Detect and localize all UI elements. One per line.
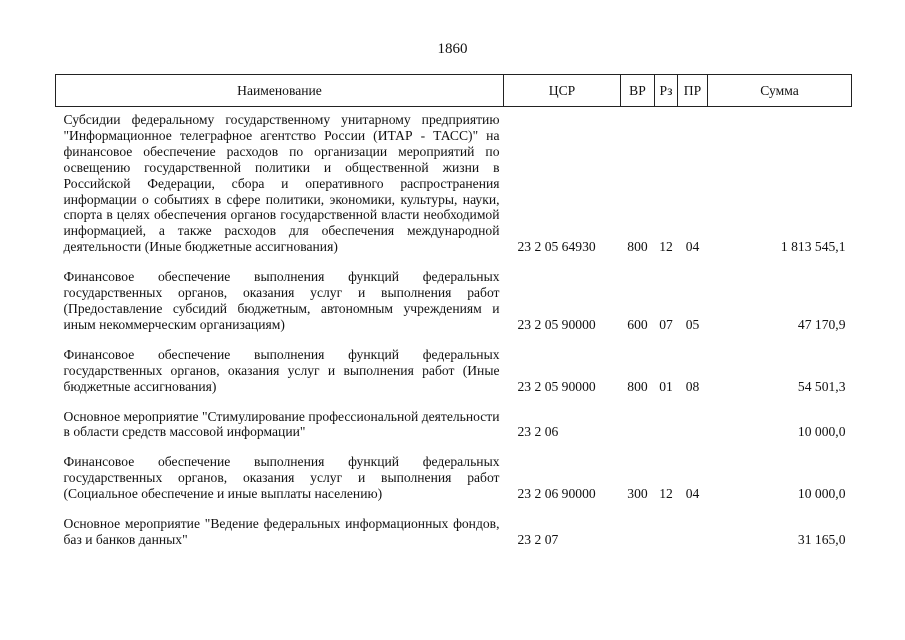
row-rz (655, 516, 678, 548)
row-vr: 800 (627, 378, 648, 394)
row-pr: 04 (685, 486, 700, 502)
table-row (56, 107, 852, 270)
table-row (56, 269, 852, 347)
header-vr: ВР (621, 75, 655, 107)
table-row (56, 347, 852, 409)
table-body (56, 107, 852, 548)
row-sum: 10 000,0 (797, 486, 846, 502)
row-rz: 12 (659, 239, 673, 255)
row-vr: 800 (627, 239, 648, 255)
row-csr: 23 2 05 90000 (517, 378, 596, 394)
row-name: Финансовое обеспечение выполнения функций федеральных государственных органов, оказания услуг и выполнения работ (Предоставление субсидий бюджетным, автономным учреждениям и иным некоммерческим организациям) (63, 269, 500, 332)
row-vr (621, 409, 655, 455)
row-rz: 01 (659, 378, 673, 394)
header-name: Наименование (56, 75, 504, 107)
row-pr (678, 516, 708, 548)
row-sum: 47 170,9 (797, 316, 846, 332)
row-sum: 31 165,0 (797, 531, 846, 547)
row-pr: 04 (685, 239, 700, 255)
row-csr: 23 2 06 (517, 424, 559, 440)
header-rz: Рз (655, 75, 678, 107)
row-rz: 07 (659, 316, 673, 332)
table-row (56, 516, 852, 548)
row-name: Основное мероприятие "Стимулирование профессиональной деятельности в области средств массовой информации" (63, 408, 500, 440)
table-row (56, 409, 852, 455)
row-rz: 12 (659, 486, 673, 502)
row-sum: 54 501,3 (797, 378, 846, 394)
row-name: Финансовое обеспечение выполнения функций федеральных государственных органов, оказания услуг и выполнения работ (Иные бюджетные ассигнования) (63, 346, 500, 394)
row-pr (678, 409, 708, 455)
row-name: Финансовое обеспечение выполнения функций федеральных государственных органов, оказания услуг и выполнения работ (Социальное обеспечение и иные выплаты населению) (63, 454, 500, 502)
header-csr: ЦСР (504, 75, 621, 107)
row-vr: 300 (627, 486, 648, 502)
header-sum: Сумма (708, 75, 852, 107)
table-row (56, 454, 852, 516)
budget-table (55, 74, 852, 548)
row-rz (655, 409, 678, 455)
header-pr: ПР (678, 75, 708, 107)
row-pr: 08 (685, 378, 700, 394)
header-row (56, 75, 852, 107)
row-name: Основное мероприятие "Ведение федеральных информационных фондов, баз и банков данных" (63, 516, 500, 547)
row-vr: 600 (627, 316, 648, 332)
row-name: Субсидии федеральному государственному унитарному предприятию "Информационное телеграфное агентство России (ИТАР - ТАСС)" на финансовое обеспечение расходов по организации мероприятий по освещению государственной политики и общественной жизни в Российской Федерации, сбора и оперативного распространения информации о событиях в сфере политики, экономики, культуры, науки, спорта в целях обеспечения органов государственной власти необходимой информацией, а также расходов для обеспечения международной деятельности (Иные бюджетные ассигнования) (63, 112, 500, 255)
row-sum: 10 000,0 (797, 424, 846, 440)
row-vr (621, 516, 655, 548)
row-sum: 1 813 545,1 (780, 239, 846, 255)
row-csr: 23 2 05 64930 (517, 239, 596, 255)
row-pr: 05 (685, 316, 700, 332)
table-header (56, 75, 852, 107)
row-csr: 23 2 05 90000 (517, 316, 596, 332)
row-csr: 23 2 07 (517, 531, 559, 547)
page-number: 1860 (437, 41, 468, 57)
row-csr: 23 2 06 90000 (517, 486, 596, 502)
